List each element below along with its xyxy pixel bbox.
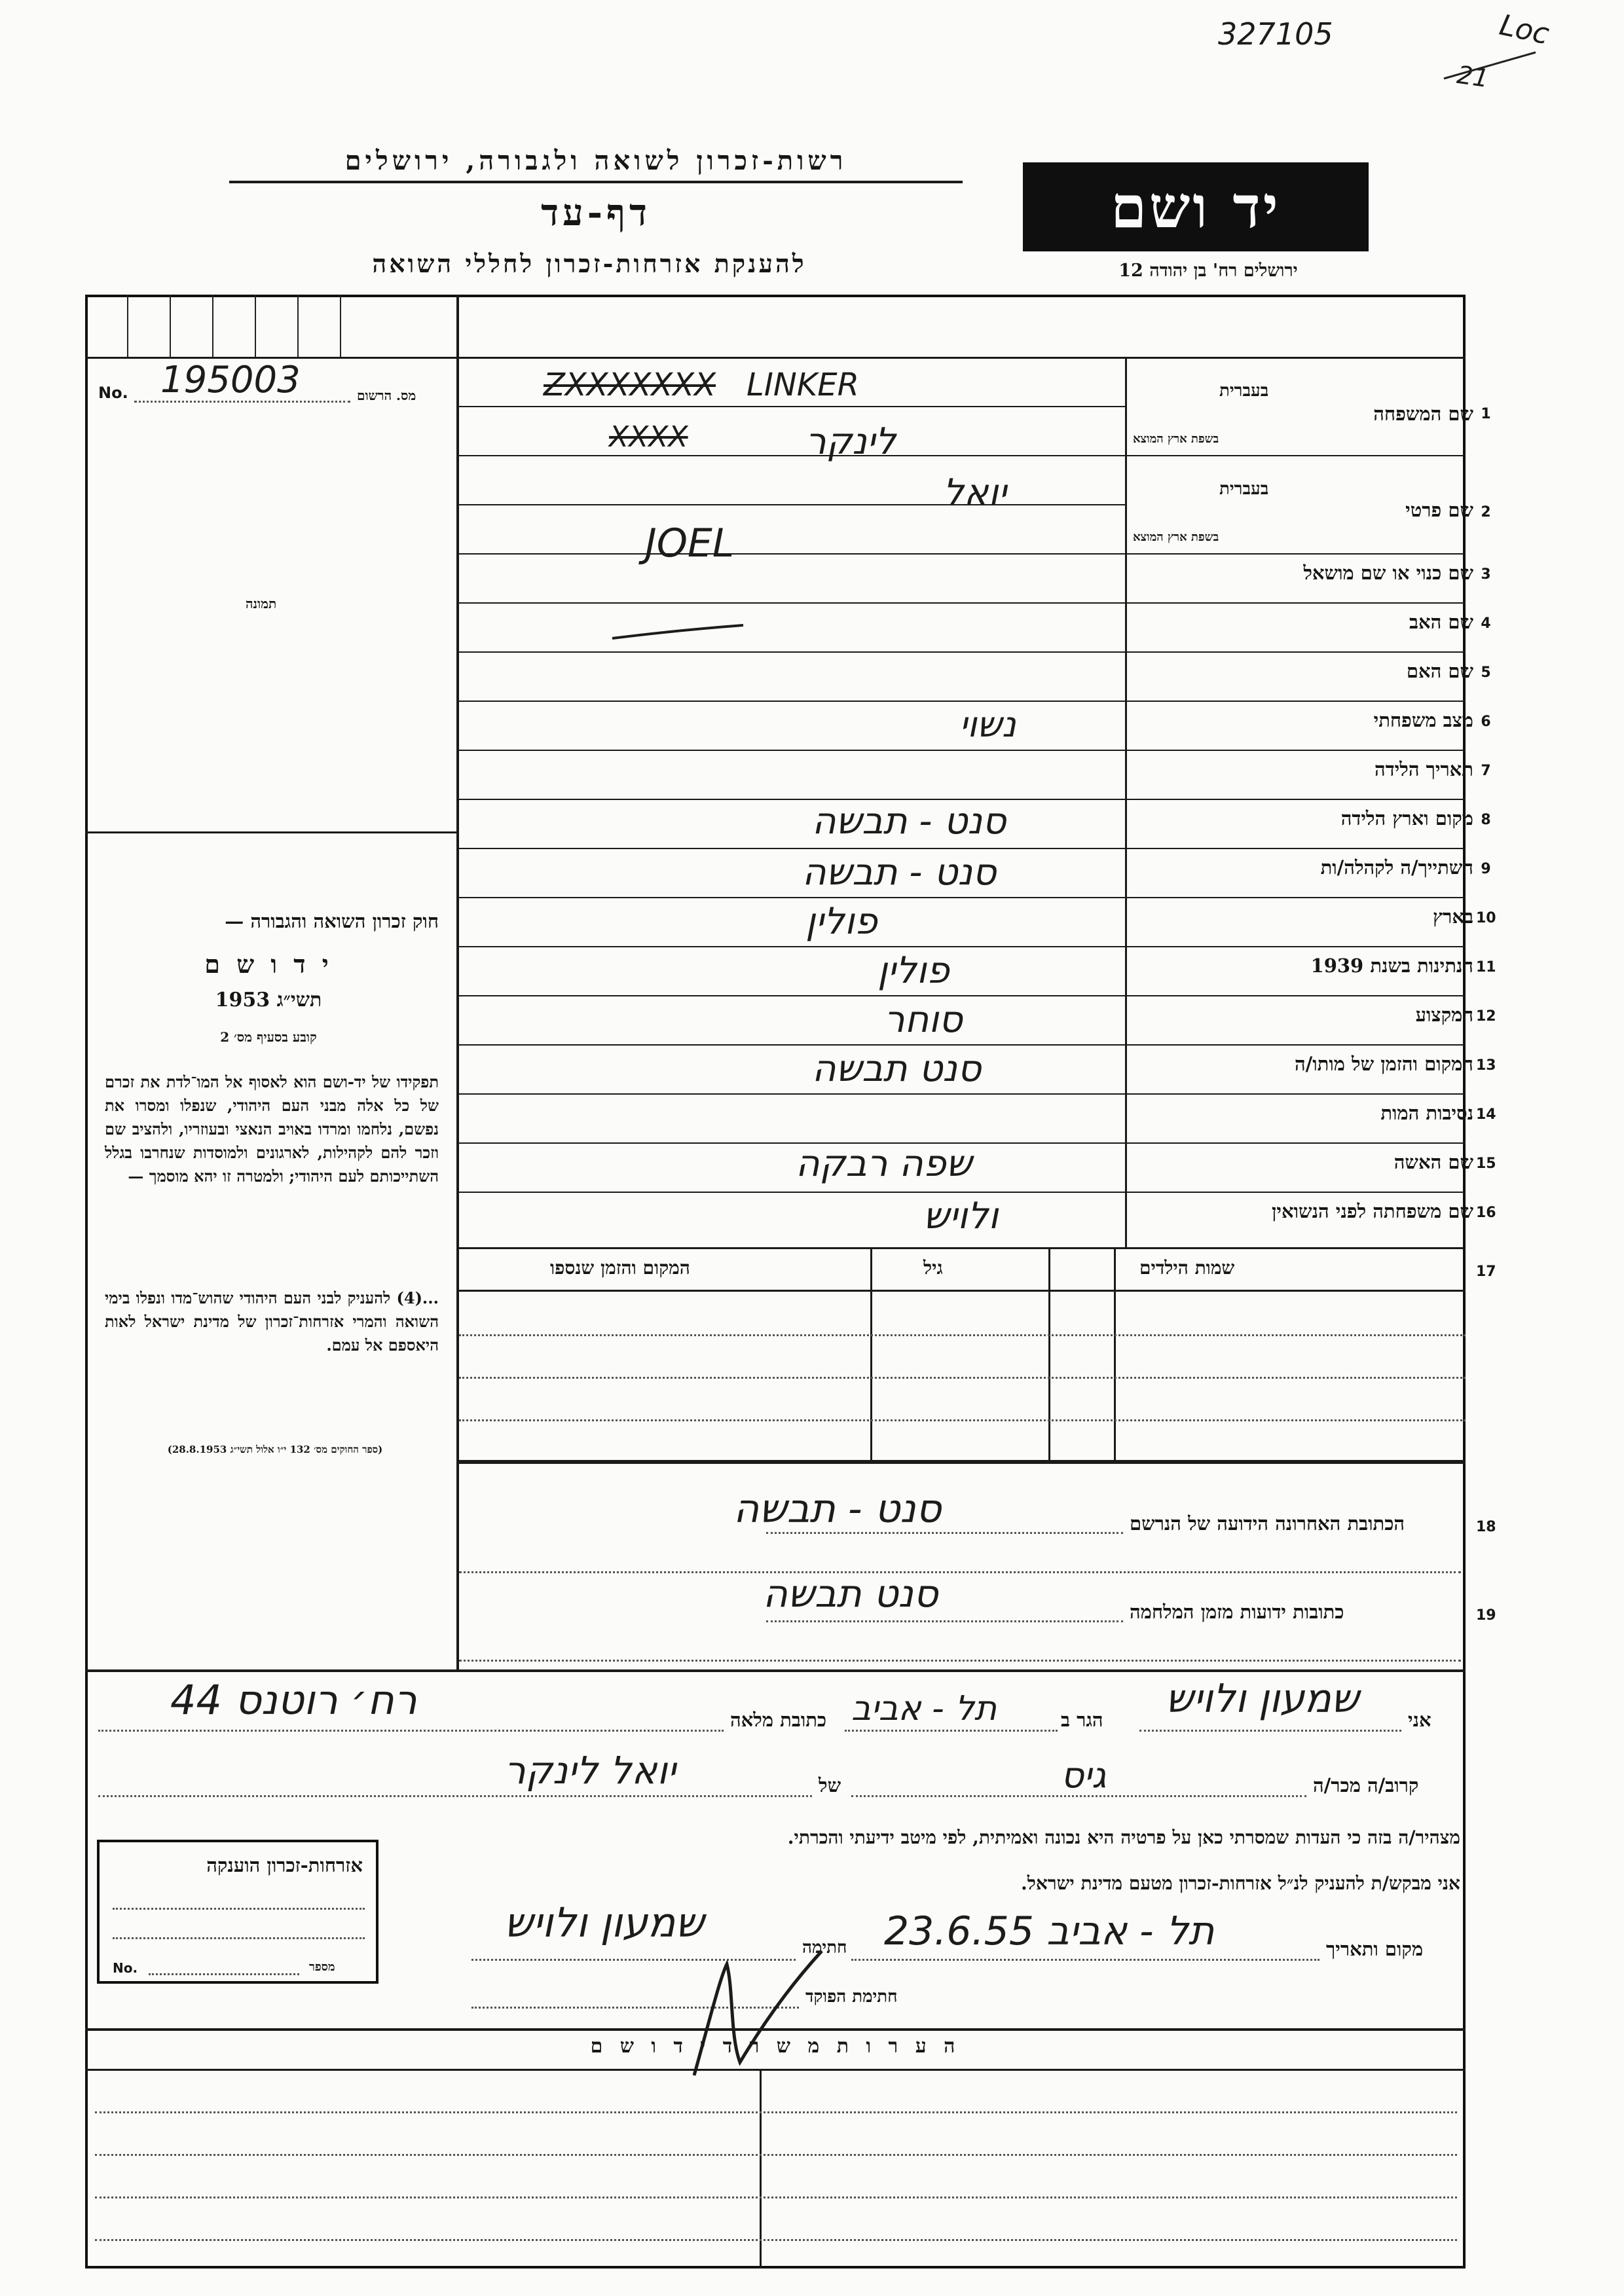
of-label: של [819,1774,841,1796]
profession-value: סוחר [884,998,963,1041]
first-name-hebrew-value: יואל [943,471,1007,514]
law-year: תשי״ג 1953 [215,989,322,1011]
row-number-3: 3 [1481,566,1491,583]
request-text: אני מבקש/ת להעניק לנ״ל אזרחות-זכרון מטעם מדינת ישראל. [1021,1872,1460,1894]
authority-line: רשות-זכרון לשואה ולגבורה, ירושלים [344,145,847,176]
yad-vashem-logo: יד ושם [1023,162,1369,251]
row-number-13: 13 [1476,1057,1496,1074]
sub-label-hebrew-1: בעברית [1219,381,1269,401]
registration-label-he: מס. הרשום [357,388,416,403]
row-number-6: 6 [1481,714,1491,730]
surname-hebrew-value: לינקר [805,420,896,463]
law-title: חוק זכרון השואה והגבורה — [225,910,439,932]
corner-slash-mark [1441,46,1539,85]
of-name-value: יואל לינקר [504,1748,676,1793]
row-number-12: 12 [1476,1008,1496,1025]
death-place-value: סנט תבשה [812,1048,982,1090]
children-table [459,1249,1466,1462]
col-header-place-time: המקום והזמן שנספו [550,1257,690,1279]
struck-surname-foreign: ZXXXXXXX [544,367,716,403]
field-label-nickname: שם כנוי או שם מושאל [1303,562,1473,584]
remarks-title: ה ע ר ו ת מ ש ר ד י ד ו ש ם [590,2035,961,2058]
relation-value: גיס [1061,1755,1107,1796]
field-label-marital-status: מצב משפחתי [1373,709,1473,731]
row-number-16: 16 [1476,1205,1496,1221]
signature-label: חתימה [802,1938,847,1958]
corner-annotation-bottom: 21 [1455,60,1491,94]
archive-number: 327105 [1218,16,1333,52]
field-label-mother-name: שם האם [1406,660,1473,682]
sub-label-hebrew-2: בעברית [1219,479,1269,499]
declarant-prefix: אני [1408,1709,1431,1731]
first-name-foreign-value: JOEL [645,520,735,566]
field-label-wartime-addresses: כתובות ידועות מזמן המלחמה [1130,1601,1344,1623]
field-label-surname: שם המשפחה [1373,403,1473,425]
row-number-2: 2 [1481,504,1491,520]
last-address-value: סנט - תבשה [733,1486,942,1532]
award-number-label-en: No. [113,1960,138,1976]
row-number-8: 8 [1481,812,1491,828]
row-number-19: 19 [1476,1607,1496,1624]
row-number-7: 7 [1481,763,1491,779]
wife-maiden-name-value: ולויש [923,1195,999,1237]
address-line: ירושלים רח' בן יהודה 12 [1118,261,1298,281]
declarant-city: תל - אביב [851,1689,997,1728]
left-header-grid [85,295,456,357]
row-number-14: 14 [1476,1106,1496,1123]
relation-label: קרוב/ה מכר/ה [1313,1774,1419,1796]
law-paragraph-2: ...(4) להעניק לבני העם היהודי שהוש־מדו ונפלו בימי השואה והמרי אזרחות־זכרון של מדינת ישראל לאות היאספם אל עמם. [105,1288,439,1355]
birth-place-value: סנט - תבשה [812,800,1006,843]
dash-mark-father [609,619,747,645]
law-citation: (ספר החוקים מס׳ 132 י״ו אלול תשי״ג 28.8.1953) [167,1444,383,1455]
registration-number: 195003 [160,359,301,401]
corner-annotation-top: Loc [1496,8,1553,52]
country-value: פולין [805,900,877,943]
struck-surname-hebrew: XXXX [609,420,688,454]
field-label-birth-place: מקום וארץ הלידה [1340,807,1473,829]
field-label-death-circumstances: נסיבות המות [1380,1102,1473,1124]
col-header-age: גיל [923,1257,943,1279]
sub-label-foreign-1: בשפת ארץ המוצא [1133,432,1219,446]
field-label-wife-name: שם האשה [1393,1151,1473,1173]
law-org: י ד ו ש ם [204,949,333,979]
declarant-name: שמעון ולויש [1166,1676,1359,1722]
form-title: דף-עד [541,191,651,234]
law-paragraph-1: תפקידו של יד-ושם הוא לאסוף אל המו־לדת את זכרם של כל אלה מבני העם היהודי, שנפלו ומסרו את נפשם, נלחמו ומרדו באויב הנאצי ובעוזריו, ולהציב שם וזכר להם לקהילות, לארגונים ולמוסדות שנחרבו בגלל השתייכותם לעם היהודי; ולמטרה זו יהא מוסמך — [105,1072,439,1186]
field-label-first-name: שם פרטי [1405,499,1473,521]
community-value: סנט - תבשה [802,851,997,894]
declarant-street: רח׳ רוטנס 44 [170,1676,417,1724]
award-box [97,1840,378,1984]
commissioner-signature-mark [674,1938,832,2095]
field-label-father-name: שם האב [1409,611,1473,633]
place-date-label: מקום ותאריך [1326,1938,1424,1960]
field-label-citizenship-1939: הנתינות בשנת 1939 [1310,955,1473,977]
wartime-address-value: סנט תבשה [763,1571,938,1616]
row-number-9: 9 [1481,861,1491,877]
surname-foreign-value: LINKER [747,367,859,403]
declaration-text: מצהיר/ה בזה כי העדות שמסרתי כאן על פרטיה היא נכונה ואמיתית, לפי מיטב ידיעתי והכרתי. [787,1827,1460,1848]
row-number-5: 5 [1481,665,1491,681]
resides-label: הגר ב [1061,1709,1103,1731]
field-label-last-address: הכתובת האחרונה הידועה של הנרשם [1130,1512,1405,1535]
field-label-country: בארץ [1433,905,1473,928]
marital-status-value: נשוי [959,704,1016,745]
row-number-17: 17 [1476,1264,1496,1280]
field-label-profession: המקצוע [1415,1004,1473,1026]
wife-name-value: שפה רבקה [796,1142,972,1185]
col-header-children-names: שמות הילדים [1139,1257,1235,1279]
law-clause: קובע בסעיף מס׳ 2 [220,1029,317,1045]
declarant-signature: שמעון ולויש [504,1899,705,1946]
full-address-label: כתובת מלאה [730,1709,827,1731]
row-number-1: 1 [1481,406,1491,422]
award-number-label-he: מספר [309,1960,335,1974]
place-date-value: תל - אביב 23.6.55 [884,1908,1215,1954]
sub-label-foreign-2: בשפת ארץ המוצא [1133,530,1219,544]
form-subtitle: להענקת אזרחות-זכרון לחללי השואה [372,249,807,278]
commissioner-signature-label: חתימת הפוקד [805,1987,898,2007]
award-box-title: אזרחות-זכרון הוענקה [206,1854,363,1876]
field-label-death-place-time: המקום והזמן של מותו/ה [1294,1053,1473,1075]
field-label-wife-maiden-name: שם משפחתה לפני הנשואין [1272,1200,1473,1222]
field-label-community: השתייך/ה לקהלה/ות [1320,856,1473,879]
field-label-birth-date: תאריך הלידה [1375,758,1473,780]
photo-label: תמונה [246,596,277,611]
row-number-10: 10 [1476,910,1496,926]
citizenship-value: פולין [877,949,950,992]
row-number-11: 11 [1476,959,1496,975]
row-number-15: 15 [1476,1156,1496,1172]
row-number-18: 18 [1476,1519,1496,1535]
row-number-4: 4 [1481,615,1491,632]
registration-label-en: No. [98,384,128,402]
